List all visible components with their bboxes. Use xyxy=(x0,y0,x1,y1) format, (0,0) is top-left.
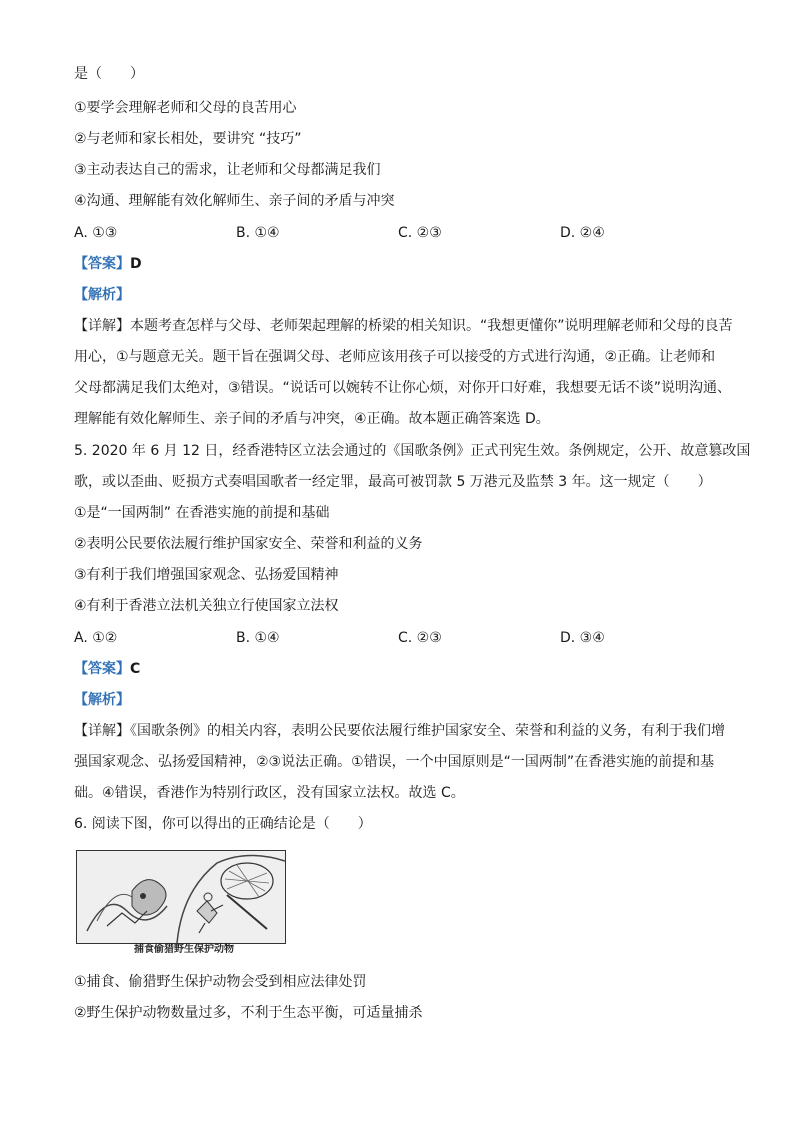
q4-choice-d: D. ②④ xyxy=(560,225,605,241)
q5-answer xyxy=(74,659,140,679)
q5-detail-line-3: 础。④错误，香港作为特别行政区，没有国家立法权。故选 C。 xyxy=(74,785,465,801)
q4-detail-line-4: 理解能有效化解师生、亲子间的矛盾与冲突，④正确。故本题正确答案选 D。 xyxy=(74,411,550,427)
q4-analysis-title: 【解析】 xyxy=(74,287,130,303)
q4-answer-label: 【答案】 xyxy=(74,256,130,272)
q4-choice-a: A. ①③ xyxy=(74,225,118,241)
q5-analysis-label xyxy=(74,690,130,710)
q4-analysis-label xyxy=(74,285,130,305)
q4-detail-line-2: 用心，①与题意无关。题干旨在强调父母、老师应该用孩子可以接受的方式进行沟通，②正确。让老师和 xyxy=(74,349,716,365)
q5-option-1: ①是“一国两制” 在香港实施的前提和基础 xyxy=(74,505,330,521)
cartoon-drawing xyxy=(77,851,285,943)
q5-choice-b: B. ①④ xyxy=(236,630,280,646)
q5-choice-a: A. ①② xyxy=(74,630,118,646)
q4-stem-end: 是（ ） xyxy=(74,66,144,82)
q4-option-4: ④沟通、理解能有效化解师生、亲子间的矛盾与冲突 xyxy=(74,193,395,209)
q5-stem-line-2: 歌，或以歪曲、贬损方式奏唱国歌者一经定罪，最高可被罚款 5 万港元及监禁 3 年。这一规定（ ） xyxy=(74,474,712,490)
q4-option-1: ①要学会理解老师和父母的良苦用心 xyxy=(74,100,297,116)
q4-choice-c: C. ②③ xyxy=(398,225,442,241)
q5-option-2: ②表明公民要依法履行维护国家安全、荣誉和利益的义务 xyxy=(74,536,423,552)
q4-option-3: ③主动表达自己的需求，让老师和父母都满足我们 xyxy=(74,162,381,178)
q5-option-3: ③有利于我们增强国家观念、弘扬爱国精神 xyxy=(74,567,339,583)
q5-detail-line-2: 强国家观念、弘扬爱国精神，②③说法正确。①错误，一个中国原则是“一国两制”在香港实施的前提和基 xyxy=(74,754,715,770)
q5-detail-line-1: 【详解】《国歌条例》的相关内容，表明公民要依法履行维护国家安全、荣誉和利益的义务，有利于我们增 xyxy=(74,723,725,739)
q4-option-2: ②与老师和家长相处，要讲究 “技巧” xyxy=(74,131,302,147)
q4-detail-line-1: 【详解】本题考查怎样与父母、老师架起理解的桥梁的相关知识。“我想更懂你”说明理解老师和父母的良苦 xyxy=(74,318,733,334)
q4-answer xyxy=(74,254,142,274)
cartoon-illustration xyxy=(76,850,286,944)
q6-stem: 6. 阅读下图，你可以得出的正确结论是（ ） xyxy=(74,816,372,832)
q5-choice-d: D. ③④ xyxy=(560,630,605,646)
q4-detail-line-3: 父母都满足我们太绝对，③错误。“说话可以婉转不让你心烦，对你开口好难，我想要无话不谈”说明沟通、 xyxy=(74,380,732,396)
q5-answer-value: C xyxy=(130,661,141,677)
q5-choice-c: C. ②③ xyxy=(398,630,442,646)
q5-stem-line-1: 5. 2020 年 6 月 12 日，经香港特区立法会通过的《国歌条例》正式刊宪生效。条例规定，公开、故意篡改国 xyxy=(74,443,751,459)
q6-option-1: ①捕食、偷猎野生保护动物会受到相应法律处罚 xyxy=(74,974,367,990)
q6-option-2: ②野生保护动物数量过多，不利于生态平衡，可适量捕杀 xyxy=(74,1005,423,1021)
q4-choice-b: B. ①④ xyxy=(236,225,280,241)
q5-option-4: ④有利于香港立法机关独立行使国家立法权 xyxy=(74,598,339,614)
figure-caption: 捕食偷猎野生保护动物 xyxy=(134,944,234,955)
q5-answer-label: 【答案】 xyxy=(74,661,130,677)
q5-analysis-title: 【解析】 xyxy=(74,692,130,708)
q4-answer-value: D xyxy=(130,256,142,272)
